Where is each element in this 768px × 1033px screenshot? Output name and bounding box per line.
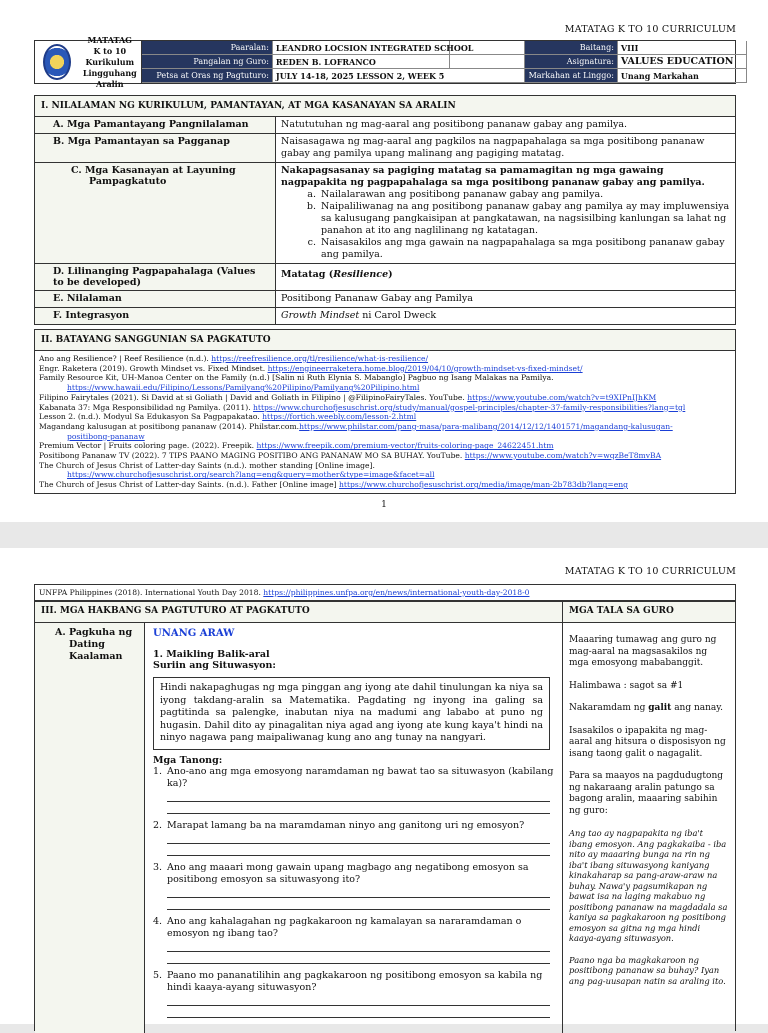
row-c — [35, 163, 735, 264]
questions-list — [153, 766, 556, 1018]
note-7: Paano nga ba magkakaroon ng positibong pananaw sa buhay? Iyan ang pag-uusapan natin sa araling ito. — [569, 954, 726, 986]
paaralan-value: LEANDRO LOCSION INTEGRATED SCHOOL — [273, 41, 450, 55]
reference-item — [39, 393, 731, 403]
row-f-text-1: Growth Mindset — [281, 310, 360, 321]
list-item: a. Nailalarawan ang positibong pananaw gabay ang pamilya. — [319, 189, 730, 201]
question-text: Ano ang maaari mong gawain upang magbago ang negatibong emosyon sa positibong emosyon sa situwasyong ito? — [167, 861, 529, 885]
answer-line[interactable] — [167, 1006, 550, 1018]
reference-item — [39, 461, 731, 471]
unfpa-text: UNFPA Philippines (2018). International Youth Day 2018. — [39, 588, 264, 597]
reference-link[interactable]: https://www.churchofjesuschrist.org/search?lang=eng&query=mother&type=image&facet=all — [67, 470, 435, 480]
answer-line[interactable] — [167, 844, 550, 856]
guro-label: Pangalan ng Guro: — [142, 55, 273, 69]
reference-link[interactable]: https://reefresilience.org/tl/resilience/what-is-resilience/ — [211, 354, 429, 363]
guro-value: REDEN B. LOFRANCO — [273, 55, 450, 69]
notes-title: MGA TALA SA GURO — [563, 602, 735, 622]
reference-text: Magandang kalusugan at positibong pananaw (2014). Philstar.com. — [39, 421, 300, 431]
reference-link[interactable]: https://engineerraketera.home.blog/2019/04/10/growth-mindset-vs-fixed-mindset/ — [267, 363, 583, 373]
reference-item — [39, 432, 731, 442]
reference-link[interactable]: https://www.churchofjesuschrist.org/study/manual/gospel-principles/chapter-37-family-responsibilities?lang=tgl — [253, 402, 686, 412]
row-d-text-1: Matatag ( — [281, 269, 334, 280]
answer-line[interactable] — [167, 898, 550, 910]
row-e-text: Positibong Pananaw Gabay ang Pamilya — [281, 293, 473, 304]
reference-link[interactable]: positibong-pananaw — [67, 431, 145, 441]
markahan-label: Markahan at Linggo: — [525, 69, 618, 83]
markahan-value: Unang Markahan — [618, 69, 747, 83]
reference-link[interactable]: https://www.freepik.com/premium-vector/fruits-coloring-page_24622451.htm — [256, 441, 554, 451]
answer-line[interactable] — [167, 994, 550, 1006]
reference-link[interactable]: https://www.youtube.com/watch?v=wqzBeT8mvBA — [464, 451, 662, 461]
question-number: 3. — [153, 861, 163, 873]
answer-line[interactable] — [167, 886, 550, 898]
reference-item — [39, 470, 731, 480]
sub-heading-2: Suriin ang Situwasyon: — [153, 660, 276, 671]
asignatura-label: Asignatura: — [525, 55, 618, 69]
reference-link[interactable]: https://www.churchofjesuschrist.org/media/image/man-2b783db?lang=eng — [339, 480, 628, 490]
answer-line[interactable] — [167, 790, 550, 802]
row-a-label: A. Mga Pamantayang Pangnilalaman — [35, 117, 276, 133]
reference-link[interactable]: https://www.youtube.com/watch?v=t9XIPnIJhKM — [467, 392, 657, 402]
reference-item — [39, 403, 731, 413]
row-f — [35, 308, 735, 324]
teacher-notes — [563, 623, 735, 1033]
logo-line1: MATATAG — [87, 34, 133, 45]
question-item — [153, 862, 556, 910]
note-2: Halimbawa : sagot sa #1 — [569, 680, 684, 691]
reference-text: Ano ang Resilience? | Reef Resilience (n.d.). — [39, 354, 212, 363]
reference-text: Premium Vector | Fruits coloring page. (2022). Freepik. — [39, 441, 257, 451]
question-number: 2. — [153, 819, 163, 831]
question-number: 1. — [153, 765, 163, 777]
section-2-table — [34, 329, 736, 494]
row-a — [35, 117, 735, 134]
reference-text: Filipino Fairytales (2021). Si David at si Goliath | David and Goliath in Filipino | @FilipinoFairyTales. YouTube. — [39, 392, 468, 402]
note-5: Para sa maayos na pagdudugtong ng nakaraang aralin patungo sa bagong aralin, maaaring sabihin ng guro: — [569, 771, 724, 816]
logo-line3: Lingguhang Aralin — [82, 67, 137, 89]
reference-text: Family Resource Kit, UH-Manoa Center on the Family (n.d.) [Salin ni Ruth Elynia S. Mabanglo] Pagbuo ng Isang Malakas na Pamilya. — [39, 373, 554, 383]
paaralan-label: Paaralan: — [142, 41, 273, 55]
curriculum-label: MATATAG K TO 10 CURRICULUM — [564, 566, 736, 577]
page-number: 1 — [381, 500, 387, 510]
row-c-intro: Nakapagsasanay sa pagiging matatag sa pamamagitan ng mga gawaing nagpapakita ng pagpapahalaga sa mga positibong pananaw gabay ang pamilya. — [281, 165, 705, 188]
row-c-list — [281, 189, 730, 261]
section-3-title: III. MGA HAKBANG SA PAGTUTURO AT PAGKATUTO — [35, 602, 563, 622]
reference-item — [39, 412, 731, 422]
reference-link[interactable]: https://fortich.weebly.com/lesson-2.html — [262, 412, 417, 422]
petsa-value: JULY 14-18, 2025 LESSON 2, WEEK 5 — [273, 69, 525, 83]
question-item — [153, 916, 556, 964]
question-item — [153, 766, 556, 814]
note-3a: Nakaramdam ng — [569, 703, 649, 713]
note-4: Isasakilos o ipapakita ng mag-aaral ang hitsura o disposisyon ng isang taong galit o nagagalit. — [569, 725, 726, 759]
unfpa-link[interactable]: https://philippines.unfpa.org/en/news/international-youth-day-2018-0 — [263, 588, 530, 597]
question-text: Ano ang kahalagahan ng pagkakaroon ng kamalayan sa nararamdaman o emosyon ng ibang tao? — [167, 915, 522, 939]
question-item — [153, 970, 556, 1018]
reference-item — [39, 441, 731, 451]
row-e-label: E. Nilalaman — [35, 291, 276, 307]
question-number: 5. — [153, 969, 163, 981]
curriculum-label: MATATAG K TO 10 CURRICULUM — [564, 24, 736, 35]
question-text: Marapat lamang ba na maramdaman ninyo ang ganitong uri ng emosyon? — [167, 819, 525, 831]
reference-item — [39, 383, 731, 393]
row-f-label: F. Integrasyon — [35, 308, 276, 324]
reference-text: Kabanata 37: Mga Responsibilidad ng Pamilya. (2011). — [39, 402, 254, 412]
reference-item — [39, 480, 731, 490]
baitang-value: VIII — [618, 41, 747, 55]
reference-link[interactable]: https://www.hawaii.edu/Filipino/Lessons/Pamilyang%20Pilipino/Pamilyang%20Pilipino.html — [67, 383, 420, 393]
reference-text: The Church of Jesus Christ of Latter-day Saints (n.d.). mother standing [Online image]. — [39, 460, 375, 470]
deped-seal-icon — [43, 44, 71, 80]
row-f-text-2: ni Carol Dweck — [359, 310, 437, 321]
row-b-label: B. Mga Pamantayan sa Pagganap — [35, 134, 276, 162]
reference-item — [39, 354, 731, 364]
question-text: Ano-ano ang mga emosyong naramdaman ng bawat tao sa situwasyon (kabilang ka)? — [167, 765, 554, 789]
day-label: UNANG ARAW — [153, 628, 235, 639]
note-3b: galit — [648, 703, 672, 713]
unfpa-reference — [34, 584, 736, 601]
reference-item — [39, 422, 731, 432]
sub-heading-1: 1. Maikling Balik-aral — [153, 649, 270, 660]
situation-box: Hindi nakapaghugas ng mga pinggan ang iyong ate dahil tinulungan ka niya sa iyong takdang-aralin sa Matematika. Pagdating ng inyong ina galing sa pagtitinda sa palengke, inabutan niya na madumi ang lababo at puno ng hugasin. Dahil dito ay pinagalitan niya agad ang iyong ate kung kaya't hindi na ninyo nagawa pang maipaliwanag kung ano ang tunay na nangyari. — [153, 677, 550, 750]
reference-item — [39, 373, 731, 383]
reference-text: Engr. Raketera (2019). Growth Mindset vs. Fixed Mindset. — [39, 363, 268, 373]
reference-item — [39, 451, 731, 461]
references-list — [35, 351, 735, 493]
answer-line[interactable] — [167, 832, 550, 844]
row-d-label: D. Lilinanging Pagpapahalaga (Values to be developed) — [35, 264, 276, 290]
list-item: c. Naisasakilos ang mga gawain na nagpapahalaga sa mga positibong pananaw gabay ang pamilya. — [319, 237, 730, 261]
note-1: Maaaring tumawag ang guro ng mag-aaral na magsasakilos ng mga emosyong mababanggit. — [569, 635, 717, 668]
row-e — [35, 291, 735, 308]
note-3c: ang nanay. — [671, 703, 724, 713]
question-number: 4. — [153, 915, 163, 927]
answer-line[interactable] — [167, 802, 550, 814]
lesson-header — [34, 34, 736, 89]
questions-title: Mga Tanong: — [153, 754, 223, 766]
section-3-table — [34, 601, 736, 1031]
section-2-title: II. BATAYANG SANGGUNIAN SA PAGKATUTO — [35, 330, 735, 351]
row-b-text: Naisasagawa ng mag-aaral ang pagkilos na nagpapahalaga sa mga positibong pananaw gabay ang pamilya upang malinang ang pagiging matatag. — [281, 136, 705, 159]
row-d-text-3: ) — [388, 269, 393, 280]
reference-text: Lesson 2. (n.d.). Modyul Sa Edukasyon Sa Pagpapakatao. — [39, 412, 263, 422]
question-text: Paano mo pananatilihin ang pagkakaroon ng positibong emosyon sa kabila ng hindi kaaya-ayang situwasyon? — [167, 969, 543, 993]
row-a-text: Natututuhan ng mag-aaral ang positibong pananaw gabay ang pamilya. — [281, 119, 628, 130]
list-item: b. Naipaliliwanag na ang positibong pananaw gabay ang pamilya ay may impluwensiya sa kalusugang pangkaisipan at pangkatawan, na nagsisilbing kanlungan sa lahat ng panahon at ito ang naglilinang ng katatagan. — [319, 201, 730, 237]
question-item — [153, 820, 556, 856]
baitang-label: Baitang: — [525, 41, 618, 55]
step-label: A. Pagkuha ng Dating Kaalaman — [35, 623, 145, 1033]
row-c-label: C. Mga Kasanayan at Layuning Pampagkatuto — [35, 163, 276, 263]
logo-line2: K to 10 Kurikulum — [85, 45, 135, 67]
petsa-label: Petsa at Oras ng Pagtuturo: — [142, 69, 273, 83]
section-1-title: I. NILALAMAN NG KURIKULUM, PAMANTAYAN, AT MGA KASANAYAN SA ARALIN — [35, 96, 735, 117]
answer-line[interactable] — [167, 940, 550, 952]
section-1-table — [34, 95, 736, 325]
reference-link[interactable]: https://www.philstar.com/pang-masa/para-malibang/2014/12/12/1401571/magandang-kalusugan- — [299, 421, 673, 431]
row-b — [35, 134, 735, 163]
asignatura-value: VALUES EDUCATION — [618, 55, 747, 69]
reference-text: Positibong Pananaw TV (2022). 7 TIPS PAANO MAGING POSITIBO ANG PANANAW MO SA BUHAY. YouTube. — [39, 451, 465, 461]
row-d-text-2: Resilience — [333, 269, 389, 280]
row-d — [35, 264, 735, 291]
note-6: Ang tao ay nagpapakita ng iba't ibang emosyon. Ang pagkakaiba - iba nito ay maaaring bunga na rin ng iba't ibang situwasyong kaniyang kinakaharap sa pang-araw-araw na buhay. Nawa'y pagsumikapan ng bawat isa na laging makabuo ng positibong pananaw na magdadala sa kaniya sa pagkakaroon ng positibong emosyon sa gitna ng mga hindi kaaya-ayang situwasyon. — [569, 828, 728, 943]
answer-line[interactable] — [167, 952, 550, 964]
reference-text: The Church of Jesus Christ of Latter-day Saints. (n.d.). Father [Online image] — [39, 480, 339, 490]
page-2 — [0, 548, 768, 1024]
reference-item — [39, 364, 731, 374]
